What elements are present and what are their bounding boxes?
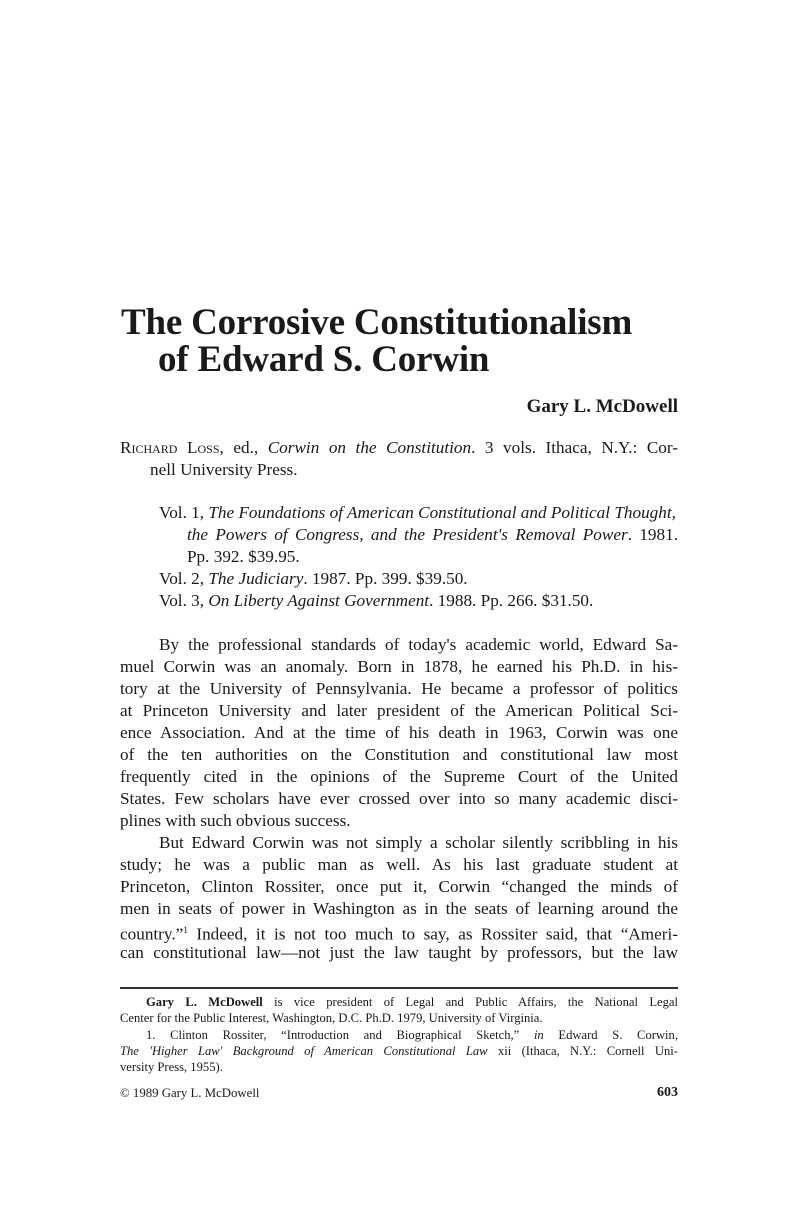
author-note-line-2: Center for the Public Interest, Washington, D.C. Ph.D. 1979, University of Virginia. [120, 1011, 543, 1025]
p1-line: ence Association. And at the time of his death in 1963, Corwin was one [120, 723, 678, 742]
p1-line: tory at the University of Pennsylvania. He became a professor of politics [120, 679, 678, 698]
vol2-after: . 1987. Pp. 399. $39.50. [303, 569, 468, 588]
footnote-1-line-1 [146, 1027, 678, 1043]
vol3-prefix: Vol. 3, [159, 591, 209, 610]
page-number: 603 [657, 1085, 678, 1100]
author-note-line-1 [146, 994, 678, 1010]
p2-line: study; he was a public man as well. As his last graduate student at [120, 855, 678, 874]
copyright-notice: © 1989 Gary L. McDowell [120, 1086, 260, 1100]
p2-line: But Edward Corwin was not simply a scholar silently scribbling in his [159, 833, 678, 852]
vol2-prefix: Vol. 2, [159, 569, 209, 588]
citation-line-1 [120, 437, 678, 459]
vol1-prefix: Vol. 1, [159, 503, 209, 522]
footnote-divider [120, 987, 678, 989]
p2-line: Princeton, Clinton Rossiter, once put it, Corwin “changed the minds of [120, 877, 678, 896]
vol3-after: . 1988. Pp. 266. $31.50. [429, 591, 594, 610]
vol2-line [159, 568, 468, 590]
editor-first-name: Richard [120, 438, 178, 457]
p1-line: at Princeton University and later president of the American Political Sci- [120, 701, 678, 720]
p2-text: Indeed, it is not too much to say, as Rossiter said, that “Ameri- [187, 924, 678, 944]
article-title-line-1: The Corrosive Constitutionalism [121, 302, 633, 343]
citation-intro: , ed., [219, 438, 268, 457]
citation-line-2: nell University Press. [150, 460, 298, 479]
p1-line: plines with such obvious success. [120, 811, 351, 830]
vol1-line-3: Pp. 392. $39.95. [187, 547, 300, 566]
p1-line: States. Few scholars have ever crossed over into so many academic disci- [120, 789, 678, 808]
vol3-title: On Liberty Against Government [208, 591, 430, 610]
vol1-line-2 [187, 524, 678, 546]
fn1-title: The 'Higher Law' Background of American Constitutional Law [120, 1044, 488, 1058]
fn1-text: Edward S. Corwin, [543, 1028, 678, 1042]
book-title: Corwin on the Constitution [267, 438, 472, 457]
vol1-after: . 1981. [627, 525, 679, 544]
fn1-in: in [533, 1028, 544, 1042]
p1-line: frequently cited in the opinions of the Supreme Court of the United [120, 767, 678, 786]
p1-line: By the professional standards of today's academic world, Edward Sa- [159, 635, 678, 654]
author-note-text: is vice president of Legal and Public Affairs, the National Legal [262, 995, 678, 1009]
author-note-name: Gary L. McDowell [146, 995, 263, 1009]
p1-line: of the ten authorities on the Constitution and constitutional law most [120, 745, 678, 764]
fn1-text: xii (Ithaca, N.Y.: Cornell Uni- [487, 1044, 678, 1058]
p2-line: men in seats of power in Washington as in the seats of learning around the [120, 899, 678, 918]
footnote-1-line-2 [120, 1043, 678, 1059]
vol2-title: The Judiciary [208, 569, 304, 588]
vol1-title-a: The Foundations of American Constitutional and Political Thought, [208, 503, 676, 522]
editor-last-name: Loss [187, 438, 220, 457]
article-author: Gary L. McDowell [526, 396, 678, 417]
vol1-title-b: the Powers of Congress, and the President's Removal Power [187, 525, 628, 544]
article-title-line-2: of Edward S. Corwin [158, 339, 490, 380]
citation-rest: . 3 vols. Ithaca, N.Y.: Cor- [471, 438, 679, 457]
footnote-ref-1[interactable]: 1 [183, 925, 188, 935]
vol3-line [159, 590, 593, 612]
p1-line: muel Corwin was an anomaly. Born in 1878, he earned his Ph.D. in his- [120, 657, 678, 676]
fn1-text: 1. Clinton Rossiter, “Introduction and Biographical Sketch,” [146, 1028, 534, 1042]
vol1-line-1 [159, 502, 676, 524]
footnote-1-line-3: versity Press, 1955). [120, 1060, 223, 1074]
p2-line: can constitutional law—not just the law taught by professors, but the law [120, 943, 678, 962]
p2-text: country.” [120, 924, 184, 944]
